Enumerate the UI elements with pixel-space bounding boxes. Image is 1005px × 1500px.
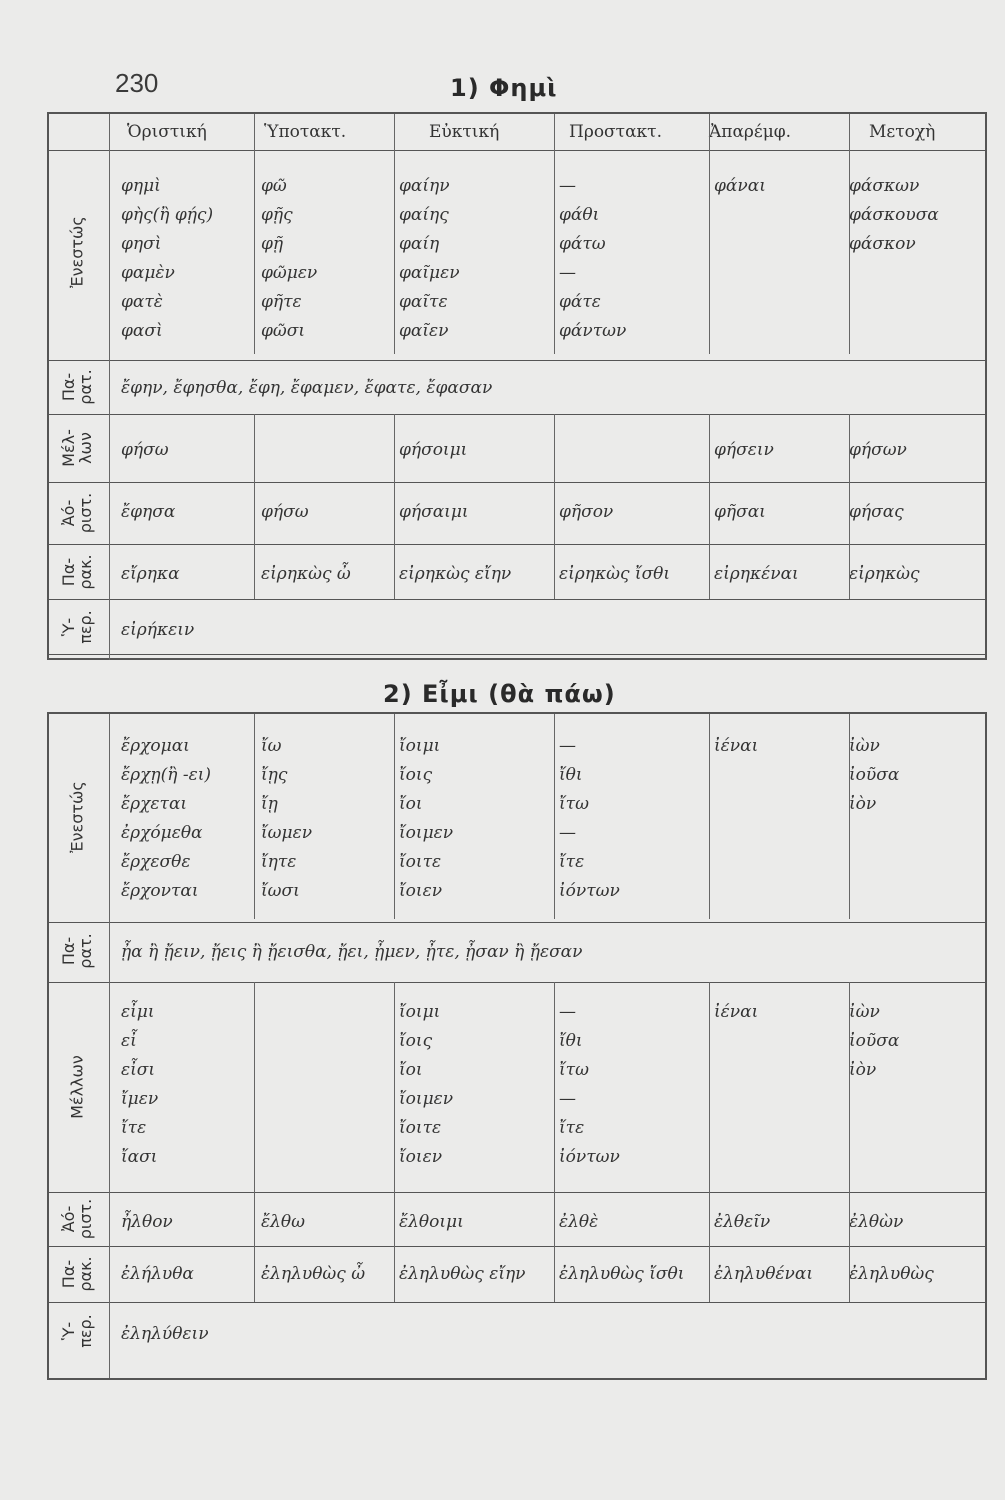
row-divider [49, 360, 985, 361]
indicative-form: ἔρχεσθε [121, 852, 191, 872]
optative-form: ἴοιτε [399, 1118, 442, 1138]
optative-form: φαῖτε [399, 292, 448, 312]
indicative-form: ἔρχῃ(ἢ -ει) [121, 765, 211, 785]
perfect-form: εἰρηκὼς εἴην [399, 564, 512, 584]
column-divider [849, 414, 850, 599]
perfect-form: ἐληλυθὼς εἴην [399, 1264, 526, 1284]
perfect-form: ἐληλυθέναι [714, 1264, 814, 1284]
label-column-divider [109, 714, 110, 1378]
optative-form: ἴοις [399, 1031, 433, 1051]
aorist-form: ἐλθὼν [849, 1212, 904, 1232]
optative-form: ἴοιμεν [399, 823, 454, 843]
indicative-form: ἴμεν [121, 1089, 159, 1109]
infinitive-form: ἰέναι [714, 1002, 759, 1022]
indicative-form: εἶμι [121, 1002, 155, 1022]
subjunctive-form: φῇς [261, 205, 293, 225]
participle-form: φάσκων [849, 176, 920, 196]
participle-form: ἰοῦσα [849, 1031, 900, 1051]
future-form: φήσω [121, 440, 169, 460]
participle-form: ἰὸν [849, 1060, 877, 1080]
optative-form: ἴοιεν [399, 1147, 443, 1167]
participle-form: ἰὸν [849, 794, 877, 814]
imperative-form: φάθι [559, 205, 600, 225]
indicative-form: ἔρχονται [121, 881, 199, 901]
column-divider [254, 114, 255, 354]
row-divider [49, 599, 985, 600]
column-divider [709, 982, 710, 1302]
column-header: Προστακτ. [569, 122, 662, 142]
aorist-form: ἦλθον [121, 1212, 173, 1232]
infinitive-form: ἰέναι [714, 736, 759, 756]
tense-label-future-text: Μέλλων [67, 1055, 87, 1119]
subjunctive-form: ἴῃ [261, 794, 278, 814]
tense-label-perfect-text: Πα- ρακ. [59, 553, 95, 590]
indicative-form: ἔρχομαι [121, 736, 190, 756]
imperative-form: — [559, 176, 576, 196]
tense-label-future-text: Μέλ- λων [59, 429, 95, 467]
column-divider [394, 414, 395, 599]
column-header: Ὑποτακτ. [264, 122, 347, 142]
tense-label-pluperfect-text: Ὑ- περ. [59, 1313, 95, 1348]
optative-form: ἴοιεν [399, 881, 443, 901]
conjugation-table-phemi [47, 112, 987, 660]
participle-form: ἰὼν [849, 736, 880, 756]
imperative-form: — [559, 1089, 576, 1109]
imperative-form: φάτε [559, 292, 601, 312]
indicative-form: φασὶ [121, 321, 163, 341]
tense-label-imperfect-text: Πα- ρατ. [59, 369, 95, 405]
row-divider [49, 544, 985, 545]
imperative-form: ἰόντων [559, 881, 620, 901]
optative-form: ἴοι [399, 794, 423, 814]
imperative-form: — [559, 823, 576, 843]
imperative-form: ἴθι [559, 1031, 583, 1051]
column-divider [394, 114, 395, 354]
column-divider [849, 982, 850, 1302]
column-divider [709, 414, 710, 599]
imperative-form: φάτω [559, 234, 606, 254]
perfect-form: ἐληλυθὼς ὦ [261, 1264, 366, 1284]
column-divider [554, 114, 555, 354]
conjugation-table-eimi [47, 712, 987, 1380]
header-divider [49, 150, 985, 151]
subjunctive-form: ἴητε [261, 852, 297, 872]
pluperfect-forms: εἰρήκειν [121, 620, 195, 640]
perfect-form: ἐληλυθὼς ἴσθι [559, 1264, 685, 1284]
aorist-form: φήσω [261, 502, 309, 522]
column-header: Μετοχὴ [869, 122, 936, 142]
subjunctive-form: ἴω [261, 736, 282, 756]
infinitive-form: φάναι [714, 176, 766, 196]
subjunctive-form: φῇ [261, 234, 284, 254]
perfect-form: εἰρηκὼς [849, 564, 920, 584]
column-divider [554, 714, 555, 919]
imperative-form: ἰόντων [559, 1147, 620, 1167]
column-divider [849, 114, 850, 354]
indicative-form: φησὶ [121, 234, 162, 254]
indicative-form: ἔρχεται [121, 794, 188, 814]
row-divider [49, 1192, 985, 1193]
column-header: Εὐκτική [429, 122, 500, 142]
optative-form: ἴοιτε [399, 852, 442, 872]
indicative-form: φατὲ [121, 292, 163, 312]
row-divider [49, 922, 985, 923]
aorist-form: φῆσαι [714, 502, 766, 522]
imperfect-forms: ἔφην, ἔφησθα, ἔφη, ἔφαμεν, ἔφατε, ἔφασαν [121, 378, 493, 398]
perfect-form: εἰρηκὼς ὦ [261, 564, 351, 584]
column-divider [254, 714, 255, 919]
participle-form: ἰὼν [849, 1002, 880, 1022]
imperative-form: — [559, 1002, 576, 1022]
optative-form: φαῖεν [399, 321, 449, 341]
subjunctive-form: φῶ [261, 176, 287, 196]
pluperfect-forms: ἐληλύθειν [121, 1324, 209, 1344]
perfect-form: ἐλήλυθα [121, 1264, 194, 1284]
tense-label-pluperfect-text: Ὑ- περ. [59, 609, 95, 644]
optative-form: φαίη [399, 234, 440, 254]
aorist-form: φῆσον [559, 502, 614, 522]
column-divider [394, 714, 395, 919]
indicative-form: εἶ [121, 1031, 137, 1051]
imperative-form: — [559, 263, 576, 283]
imperative-form: ἴτω [559, 1060, 589, 1080]
optative-form: ἴοιμι [399, 736, 441, 756]
indicative-form: φαμὲν [121, 263, 175, 283]
indicative-form: φὴς(ἢ φῄς) [121, 205, 214, 225]
aorist-form: ἐλθὲ [559, 1212, 599, 1232]
column-divider [709, 714, 710, 919]
tense-label-aorist-text: Ἀό- ριστ. [59, 1198, 95, 1240]
column-header: Ἀπαρέμφ. [709, 122, 792, 142]
row-divider [49, 482, 985, 483]
aorist-form: ἔφησα [121, 502, 176, 522]
column-divider [554, 414, 555, 599]
page-number: 230 [115, 68, 159, 98]
subjunctive-form: φῶσι [261, 321, 306, 341]
row-divider [49, 1302, 985, 1303]
subjunctive-form: φῶμεν [261, 263, 318, 283]
participle-form: φάσκουσα [849, 205, 939, 225]
section2-title: 2) Εἶμι (θὰ πάω) [383, 680, 616, 708]
section1-title: 1) Φημὶ [450, 74, 558, 102]
column-divider [394, 982, 395, 1302]
future-form: φήσων [849, 440, 907, 460]
perfect-form: εἰρηκὼς ἴσθι [559, 564, 671, 584]
imperative-form: ἴτε [559, 1118, 585, 1138]
perfect-form: εἰρηκέναι [714, 564, 799, 584]
tense-label-imperfect-text: Πα- ρατ. [59, 932, 95, 969]
optative-form: ἴοι [399, 1060, 423, 1080]
imperative-form: φάντων [559, 321, 627, 341]
aorist-form: φήσας [849, 502, 904, 522]
subjunctive-form: ἴωμεν [261, 823, 313, 843]
tense-label-present-text: Ἐνεστώς [67, 216, 87, 288]
column-divider [554, 982, 555, 1302]
aorist-form: ἔλθοιμι [399, 1212, 464, 1232]
participle-form: φάσκον [849, 234, 916, 254]
label-column-divider [109, 114, 110, 660]
future-form: φήσοιμι [399, 440, 468, 460]
aorist-form: ἐλθεῖν [714, 1212, 771, 1232]
optative-form: ἴοις [399, 765, 433, 785]
indicative-form: εἶσι [121, 1060, 156, 1080]
row-divider [49, 1246, 985, 1247]
subjunctive-form: φῆτε [261, 292, 302, 312]
tense-label-perfect-text: Πα- ρακ. [59, 1256, 95, 1292]
optative-form: φαῖμεν [399, 263, 460, 283]
imperative-form: ἴτε [559, 852, 585, 872]
tense-label-aorist-text: Ἀό- ριστ. [59, 492, 95, 534]
imperative-form: ἴτω [559, 794, 589, 814]
indicative-form: ἴτε [121, 1118, 147, 1138]
imperative-form: ἴθι [559, 765, 583, 785]
optative-form: ἴοιμι [399, 1002, 441, 1022]
row-divider [49, 982, 985, 983]
column-header: Ὁριστική [127, 122, 207, 142]
column-divider [849, 714, 850, 919]
subjunctive-form: ἴῃς [261, 765, 288, 785]
optative-form: ἴοιμεν [399, 1089, 454, 1109]
subjunctive-form: ἴωσι [261, 881, 300, 901]
row-divider [49, 414, 985, 415]
perfect-form: εἴρηκα [121, 564, 180, 584]
imperative-form: — [559, 736, 576, 756]
aorist-form: ἔλθω [261, 1212, 305, 1232]
optative-form: φαίην [399, 176, 450, 196]
indicative-form: ἐρχόμεθα [121, 823, 203, 843]
column-divider [254, 982, 255, 1302]
indicative-form: φημὶ [121, 176, 161, 196]
column-divider [254, 414, 255, 599]
indicative-form: ἴασι [121, 1147, 158, 1167]
future-form: φήσειν [714, 440, 774, 460]
optative-form: φαίης [399, 205, 449, 225]
tense-label-present-text: Ἐνεστώς [67, 780, 87, 853]
imperfect-forms: ᾖα ἢ ᾔειν, ᾔεις ἢ ᾔεισθα, ᾔει, ᾖμεν, ᾖτε, ᾖσαν ἢ ᾔεσαν [121, 942, 583, 962]
aorist-form: φήσαιμι [399, 502, 469, 522]
row-divider [49, 654, 985, 655]
participle-form: ἰοῦσα [849, 765, 900, 785]
perfect-form: ἐληλυθὼς [849, 1264, 934, 1284]
column-divider [709, 114, 710, 354]
